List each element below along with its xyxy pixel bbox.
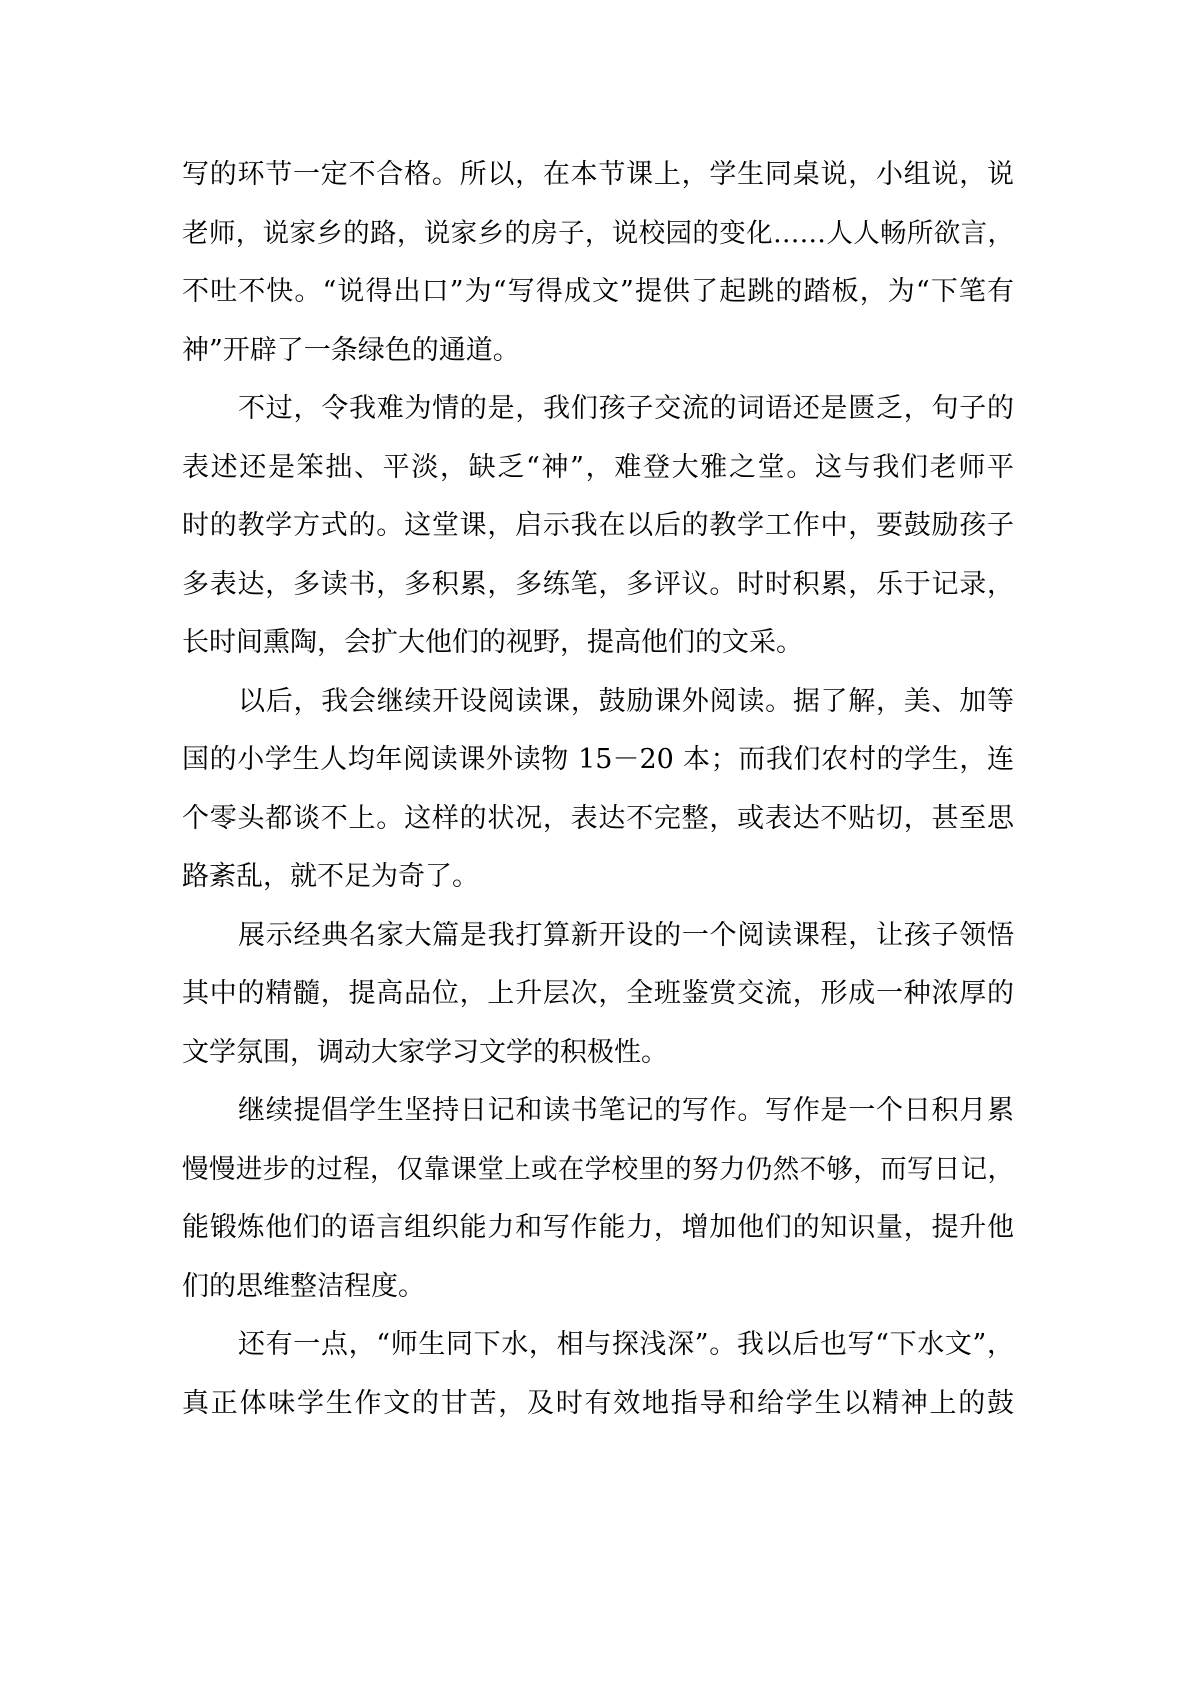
text-line: 表述还是笨拙、平淡，缺乏“神”，难登大雅之堂。这与我们老师平: [182, 451, 1014, 483]
text-line: 真正体味学生作文的甘苦，及时有效地指导和给学生以精神上的鼓: [182, 1387, 1014, 1419]
text-line: 老师，说家乡的路，说家乡的房子，说校园的变化……人人畅所欲言，: [182, 217, 1014, 249]
text-line: 们的思维整洁程度。: [182, 1270, 425, 1302]
document-body: [182, 146, 1014, 1433]
text-line: 长时间熏陶，会扩大他们的视野，提高他们的文采。: [182, 627, 803, 658]
text-line: 写的环节一定不合格。所以，在本节课上，学生同桌说，小组说，说: [182, 159, 1014, 190]
text-line: 多表达，多读书，多积累，多练笔，多评议。时时积累，乐于记录，: [182, 568, 1014, 600]
text-line: 个零头都谈不上。这样的状况，表达不完整，或表达不贴切，甚至思: [182, 802, 1014, 834]
text-line: 不吐不快。“说得出口”为“写得成文”提供了起跳的踏板，为“下笔有: [182, 276, 1014, 307]
text-line: 慢慢进步的过程，仅靠课堂上或在学校里的努力仍然不够，而写日记，: [182, 1153, 1014, 1185]
text-line: 以后，我会继续开设阅读课，鼓励课外阅读。据了解，美、加等: [238, 685, 1014, 717]
text-line: 继续提倡学生坚持日记和读书笔记的写作。写作是一个日积月累: [238, 1095, 1014, 1126]
text-line: 还有一点，“师生同下水，相与探浅深”。我以后也写“下水文”，: [238, 1329, 1014, 1360]
text-line: 其中的精髓，提高品位，上升层次，全班鉴赏交流，形成一种浓厚的: [182, 978, 1014, 1009]
text-line: 国的小学生人均年阅读课外读物 15－20 本；而我们农村的学生，连: [182, 744, 1014, 775]
text-line: 能锻炼他们的语言组织能力和写作能力，增加他们的知识量，提升他: [182, 1212, 1014, 1243]
text-line: 展示经典名家大篇是我打算新开设的一个阅读课程，让孩子领悟: [238, 919, 1014, 951]
text-line: 文学氛围，调动大家学习文学的积极性。: [182, 1036, 668, 1068]
text-line: 路紊乱，就不足为奇了。: [182, 861, 479, 892]
text-line: 不过，令我难为情的是，我们孩子交流的词语还是匮乏，句子的: [238, 393, 1014, 424]
text-line: 时的教学方式的。这堂课，启示我在以后的教学工作中，要鼓励孩子: [182, 510, 1014, 541]
text-line: 神”开辟了一条绿色的通道。: [182, 334, 520, 366]
